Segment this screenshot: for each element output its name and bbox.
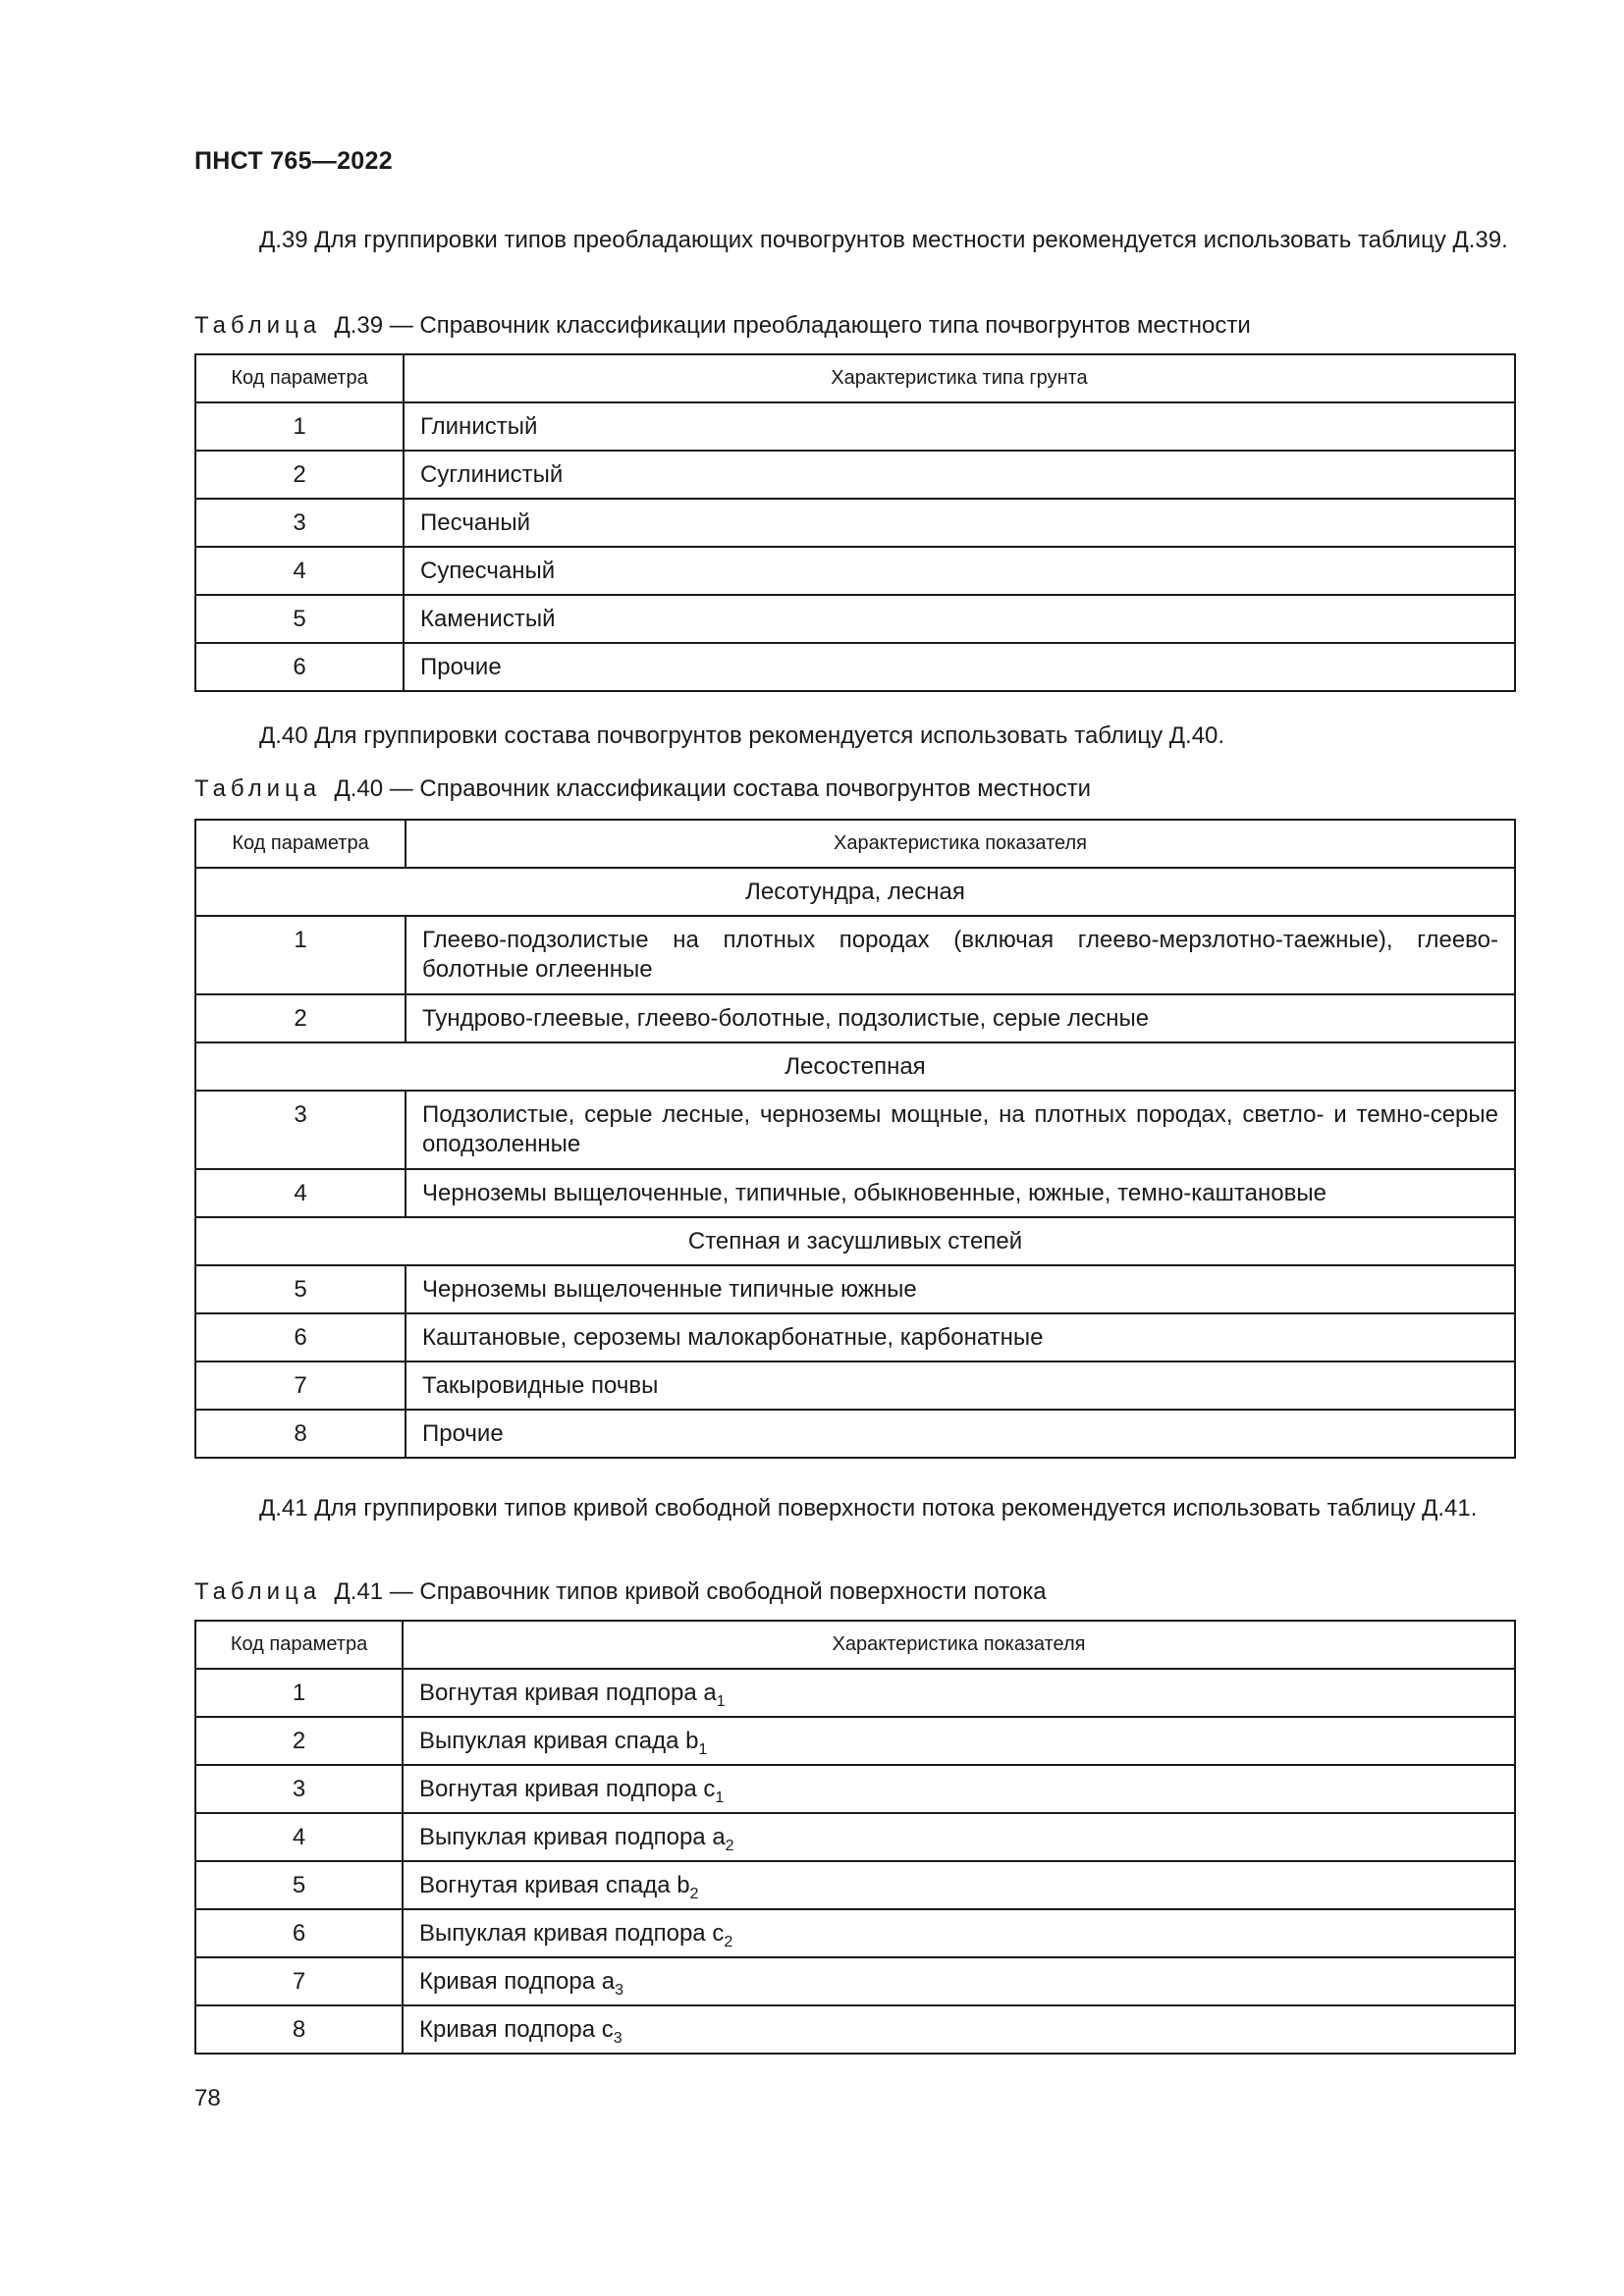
row-code: 1 bbox=[195, 402, 404, 451]
paragraph-d40-text: Д.40 Для группировки состава почвогрунтов рекомендуется использовать таблицу Д.40. bbox=[259, 722, 1225, 749]
row-code: 4 bbox=[195, 547, 404, 595]
column-header-description: Характеристика типа грунта bbox=[404, 354, 1515, 402]
row-description: Прочие bbox=[404, 643, 1515, 691]
table-row bbox=[195, 1362, 1515, 1410]
table-row bbox=[195, 916, 1515, 994]
curve-name: Вогнутая кривая подпора a bbox=[419, 1679, 717, 1706]
row-code: 1 bbox=[195, 1669, 403, 1717]
table-row bbox=[195, 1265, 1515, 1313]
table-row bbox=[195, 1717, 1515, 1765]
row-code: 6 bbox=[195, 643, 404, 691]
row-code: 4 bbox=[195, 1813, 403, 1861]
table-row bbox=[195, 1169, 1515, 1217]
row-code: 7 bbox=[195, 1957, 403, 2005]
curve-subscript: 1 bbox=[716, 1692, 726, 1710]
table-d41 bbox=[194, 1620, 1516, 2055]
section-row bbox=[195, 1042, 1515, 1091]
curve-name: Кривая подпора a bbox=[419, 1967, 616, 1995]
row-description: Глинистый bbox=[404, 402, 1515, 451]
table-row bbox=[195, 451, 1515, 499]
table-row bbox=[195, 1813, 1515, 1861]
table-d39-caption-word: Таблица bbox=[194, 312, 322, 339]
row-description bbox=[403, 2005, 1515, 2054]
curve-subscript: 1 bbox=[698, 1740, 708, 1758]
row-description: Суглинистый bbox=[404, 451, 1515, 499]
table-row bbox=[195, 1909, 1515, 1957]
curve-name: Выпуклая кривая подпора c bbox=[419, 1919, 725, 1947]
row-description: Каштановые, сероземы малокарбонатные, карбонатные bbox=[406, 1313, 1515, 1362]
table-row bbox=[195, 643, 1515, 691]
table-row bbox=[195, 1669, 1515, 1717]
row-description: Черноземы выщелоченные типичные южные bbox=[406, 1265, 1515, 1313]
row-code: 8 bbox=[195, 2005, 403, 2054]
curve-subscript: 3 bbox=[613, 2029, 623, 2047]
table-row bbox=[195, 402, 1515, 451]
paragraph-d39-text: Д.39 Для группировки типов преобладающих почвогрунтов местности рекомендуется использовать таблицу Д.39. bbox=[259, 227, 1508, 253]
table-row bbox=[195, 1410, 1515, 1458]
table-row bbox=[195, 499, 1515, 547]
section-label: Степная и засушливых степей bbox=[195, 1217, 1515, 1265]
row-description bbox=[403, 1717, 1515, 1765]
paragraph-d39 bbox=[194, 224, 1516, 257]
row-description bbox=[403, 1765, 1515, 1813]
row-description bbox=[403, 1669, 1515, 1717]
row-description bbox=[403, 1957, 1515, 2005]
curve-name: Кривая подпора c bbox=[419, 2015, 614, 2043]
curve-subscript: 2 bbox=[689, 1885, 699, 1902]
table-row bbox=[195, 1765, 1515, 1813]
row-code: 3 bbox=[195, 499, 404, 547]
section-row bbox=[195, 868, 1515, 916]
row-code: 5 bbox=[195, 595, 404, 643]
row-code: 2 bbox=[195, 1717, 403, 1765]
row-description: Каменистый bbox=[404, 595, 1515, 643]
table-header-row bbox=[195, 354, 1515, 402]
curve-subscript: 2 bbox=[724, 1933, 733, 1950]
table-header-row bbox=[195, 820, 1515, 868]
section-row bbox=[195, 1217, 1515, 1265]
row-description: Супесчаный bbox=[404, 547, 1515, 595]
curve-subscript: 1 bbox=[715, 1789, 725, 1806]
row-description bbox=[403, 1861, 1515, 1909]
row-description bbox=[403, 1813, 1515, 1861]
table-row bbox=[195, 1091, 1515, 1169]
table-d40 bbox=[194, 819, 1516, 1459]
table-d41-caption-word: Таблица bbox=[194, 1578, 322, 1605]
column-header-description: Характеристика показателя bbox=[406, 820, 1515, 868]
row-code: 2 bbox=[195, 451, 404, 499]
table-d39-caption bbox=[194, 312, 1251, 340]
row-description: Глеево-подзолистые на плотных породах (включая глеево-мерзлотно-таежные), глеево-болотные оглеенные bbox=[406, 916, 1515, 994]
row-description: Песчаный bbox=[404, 499, 1515, 547]
row-code: 4 bbox=[195, 1169, 406, 1217]
page-number: 78 bbox=[194, 2085, 221, 2111]
row-code: 7 bbox=[195, 1362, 406, 1410]
curve-name: Выпуклая кривая подпора a bbox=[419, 1823, 726, 1850]
table-d39 bbox=[194, 353, 1516, 692]
row-description bbox=[403, 1909, 1515, 1957]
curve-name: Выпуклая кривая спада b bbox=[419, 1727, 699, 1754]
table-d39-caption-text: Д.39 — Справочник классификации преобладающего типа почвогрунтов местности bbox=[334, 312, 1251, 339]
curve-name: Вогнутая кривая спада b bbox=[419, 1871, 690, 1898]
table-d40-caption bbox=[194, 775, 1091, 803]
document-code-header: ПНСТ 765—2022 bbox=[194, 147, 393, 175]
paragraph-d41-text: Д.41 Для группировки типов кривой свободной поверхности потока рекомендуется использовать таблицу Д.41. bbox=[259, 1495, 1478, 1522]
table-row bbox=[195, 994, 1515, 1042]
column-header-code: Код параметра bbox=[195, 820, 406, 868]
row-code: 8 bbox=[195, 1410, 406, 1458]
row-description: Прочие bbox=[406, 1410, 1515, 1458]
row-code: 5 bbox=[195, 1265, 406, 1313]
table-d41-caption bbox=[194, 1578, 1047, 1606]
table-row bbox=[195, 1861, 1515, 1909]
row-description: Подзолистые, серые лесные, черноземы мощные, на плотных породах, светло- и темно-серые оподзоленные bbox=[406, 1091, 1515, 1169]
table-header-row bbox=[195, 1621, 1515, 1669]
table-row bbox=[195, 547, 1515, 595]
row-code: 2 bbox=[195, 994, 406, 1042]
column-header-description: Характеристика показателя bbox=[403, 1621, 1515, 1669]
column-header-code: Код параметра bbox=[195, 1621, 403, 1669]
paragraph-d41 bbox=[194, 1492, 1516, 1525]
paragraph-d40 bbox=[194, 720, 1516, 753]
row-code: 5 bbox=[195, 1861, 403, 1909]
section-label: Лесостепная bbox=[195, 1042, 1515, 1091]
table-d40-caption-word: Таблица bbox=[194, 775, 322, 802]
row-code: 6 bbox=[195, 1909, 403, 1957]
column-header-code: Код параметра bbox=[195, 354, 404, 402]
row-description: Тундрово-глеевые, глеево-болотные, подзолистые, серые лесные bbox=[406, 994, 1515, 1042]
row-code: 3 bbox=[195, 1091, 406, 1169]
curve-name: Вогнутая кривая подпора c bbox=[419, 1775, 716, 1802]
row-description: Такыровидные почвы bbox=[406, 1362, 1515, 1410]
table-row bbox=[195, 1957, 1515, 2005]
row-code: 6 bbox=[195, 1313, 406, 1362]
table-row bbox=[195, 2005, 1515, 2054]
row-code: 3 bbox=[195, 1765, 403, 1813]
table-d41-caption-text: Д.41 — Справочник типов кривой свободной поверхности потока bbox=[334, 1578, 1047, 1605]
curve-subscript: 2 bbox=[725, 1837, 734, 1854]
curve-subscript: 3 bbox=[615, 1981, 624, 1999]
row-code: 1 bbox=[195, 916, 406, 994]
row-description: Черноземы выщелоченные, типичные, обыкновенные, южные, темно-каштановые bbox=[406, 1169, 1515, 1217]
section-label: Лесотундра, лесная bbox=[195, 868, 1515, 916]
table-d40-caption-text: Д.40 — Справочник классификации состава почвогрунтов местности bbox=[334, 775, 1092, 802]
table-row bbox=[195, 1313, 1515, 1362]
table-row bbox=[195, 595, 1515, 643]
